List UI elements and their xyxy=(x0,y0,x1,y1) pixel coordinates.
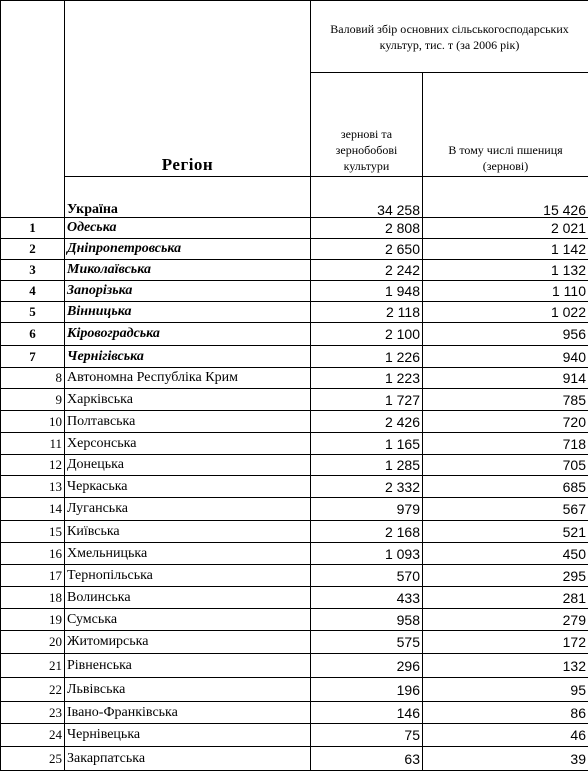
region-name: Хмельницька xyxy=(65,543,311,565)
table-row xyxy=(1,389,588,411)
grain-value: 2 650 xyxy=(311,239,423,260)
grain-value: 196 xyxy=(311,678,423,702)
wheat-value: 450 xyxy=(423,543,588,565)
wheat-column-header: В тому числі пшениця (зернові) xyxy=(423,73,588,177)
wheat-value: 95 xyxy=(423,678,588,702)
grain-value: 2 242 xyxy=(311,260,423,281)
wheat-value: 956 xyxy=(423,323,588,346)
region-name: Дніпропетровська xyxy=(65,239,311,260)
table-row xyxy=(1,323,588,346)
region-name: Одеська xyxy=(65,218,311,239)
wheat-value: 1 022 xyxy=(423,302,588,323)
row-index: 2 xyxy=(1,239,65,260)
wheat-value: 718 xyxy=(423,433,588,455)
wheat-value: 705 xyxy=(423,455,588,476)
region-name: Донецька xyxy=(65,455,311,476)
table-row xyxy=(1,302,588,323)
grain-value: 1 093 xyxy=(311,543,423,565)
wheat-value: 785 xyxy=(423,389,588,411)
grain-value: 1 165 xyxy=(311,433,423,455)
region-name: Харківська xyxy=(65,389,311,411)
grain-value: 296 xyxy=(311,654,423,678)
table-row xyxy=(1,455,588,476)
grain-column-header: зернові та зернобобові культури xyxy=(311,73,423,177)
row-index: 14 xyxy=(1,498,65,521)
grain-value: 1 223 xyxy=(311,368,423,389)
wheat-value: 1 142 xyxy=(423,239,588,260)
table-row xyxy=(1,411,588,433)
region-name: Закарпатська xyxy=(65,747,311,771)
region-name: Тернопільська xyxy=(65,565,311,587)
total-row xyxy=(1,177,588,218)
row-index: 20 xyxy=(1,631,65,654)
region-name: Сумська xyxy=(65,609,311,631)
region-name: Житомирська xyxy=(65,631,311,654)
table-row xyxy=(1,521,588,543)
grain-value: 1 226 xyxy=(311,346,423,368)
table-row xyxy=(1,346,588,368)
wheat-value: 86 xyxy=(423,702,588,724)
region-name: Черкаська xyxy=(65,476,311,498)
table-row xyxy=(1,747,588,771)
region-name: Івано-Франківська xyxy=(65,702,311,724)
total-wheat: 15 426 xyxy=(423,177,588,218)
group-title-header: Валовий збір основних сільськогосподарських культур, тис. т (за 2006 рік) xyxy=(311,1,588,73)
grain-value: 146 xyxy=(311,702,423,724)
grain-value: 63 xyxy=(311,747,423,771)
region-name: Херсонська xyxy=(65,433,311,455)
row-index: 5 xyxy=(1,302,65,323)
table-row xyxy=(1,702,588,724)
table-row xyxy=(1,281,588,302)
grain-value: 2 808 xyxy=(311,218,423,239)
grain-value: 75 xyxy=(311,724,423,747)
table-row xyxy=(1,587,588,609)
row-index: 22 xyxy=(1,678,65,702)
region-name: Кіровоградська xyxy=(65,323,311,346)
wheat-value: 281 xyxy=(423,587,588,609)
wheat-value: 46 xyxy=(423,724,588,747)
region-header: Регіон xyxy=(65,1,311,177)
row-index: 4 xyxy=(1,281,65,302)
row-index: 15 xyxy=(1,521,65,543)
region-name: Чернігівська xyxy=(65,346,311,368)
row-index: 8 xyxy=(1,368,65,389)
wheat-value: 2 021 xyxy=(423,218,588,239)
region-name: Полтавська xyxy=(65,411,311,433)
table-row xyxy=(1,260,588,281)
grain-value: 1 727 xyxy=(311,389,423,411)
region-name: Чернівецька xyxy=(65,724,311,747)
grain-value: 2 168 xyxy=(311,521,423,543)
wheat-value: 521 xyxy=(423,521,588,543)
grain-value: 2 100 xyxy=(311,323,423,346)
row-index: 11 xyxy=(1,433,65,455)
row-index: 16 xyxy=(1,543,65,565)
table-row xyxy=(1,218,588,239)
total-name: Україна xyxy=(65,177,311,218)
grain-value: 2 332 xyxy=(311,476,423,498)
wheat-value: 172 xyxy=(423,631,588,654)
wheat-value: 940 xyxy=(423,346,588,368)
grain-value: 1 948 xyxy=(311,281,423,302)
grain-value: 2 118 xyxy=(311,302,423,323)
table-row xyxy=(1,678,588,702)
grain-value: 979 xyxy=(311,498,423,521)
region-name: Луганська xyxy=(65,498,311,521)
region-name: Львівська xyxy=(65,678,311,702)
row-index: 9 xyxy=(1,389,65,411)
row-index: 1 xyxy=(1,218,65,239)
row-index: 17 xyxy=(1,565,65,587)
region-name: Вінницька xyxy=(65,302,311,323)
row-index: 18 xyxy=(1,587,65,609)
table-row xyxy=(1,724,588,747)
table-row xyxy=(1,476,588,498)
wheat-value: 279 xyxy=(423,609,588,631)
wheat-value: 914 xyxy=(423,368,588,389)
row-index: 24 xyxy=(1,724,65,747)
row-index: 19 xyxy=(1,609,65,631)
row-index: 10 xyxy=(1,411,65,433)
wheat-value: 295 xyxy=(423,565,588,587)
table-row xyxy=(1,239,588,260)
region-name: Волинська xyxy=(65,587,311,609)
wheat-value: 567 xyxy=(423,498,588,521)
row-index: 25 xyxy=(1,747,65,771)
wheat-value: 1 132 xyxy=(423,260,588,281)
grain-value: 570 xyxy=(311,565,423,587)
row-index: 13 xyxy=(1,476,65,498)
grain-value: 575 xyxy=(311,631,423,654)
index-header-cell xyxy=(1,1,65,218)
table-row xyxy=(1,433,588,455)
row-index: 23 xyxy=(1,702,65,724)
region-name: Запорізька xyxy=(65,281,311,302)
table-row xyxy=(1,654,588,678)
wheat-value: 720 xyxy=(423,411,588,433)
table-row xyxy=(1,565,588,587)
table-row xyxy=(1,368,588,389)
table-row xyxy=(1,498,588,521)
region-name: Київська xyxy=(65,521,311,543)
grain-value: 958 xyxy=(311,609,423,631)
table-row xyxy=(1,609,588,631)
row-index: 7 xyxy=(1,346,65,368)
region-name: Рівненська xyxy=(65,654,311,678)
grain-value: 2 426 xyxy=(311,411,423,433)
wheat-value: 1 110 xyxy=(423,281,588,302)
grain-value: 433 xyxy=(311,587,423,609)
row-index: 3 xyxy=(1,260,65,281)
header-row-top xyxy=(1,1,588,73)
wheat-value: 685 xyxy=(423,476,588,498)
region-name: Миколаївська xyxy=(65,260,311,281)
total-grain: 34 258 xyxy=(311,177,423,218)
wheat-value: 39 xyxy=(423,747,588,771)
wheat-value: 132 xyxy=(423,654,588,678)
grain-value: 1 285 xyxy=(311,455,423,476)
row-index: 12 xyxy=(1,455,65,476)
row-index: 21 xyxy=(1,654,65,678)
table-row xyxy=(1,543,588,565)
region-name: Автономна Республіка Крим xyxy=(65,368,311,389)
row-index: 6 xyxy=(1,323,65,346)
table-row xyxy=(1,631,588,654)
